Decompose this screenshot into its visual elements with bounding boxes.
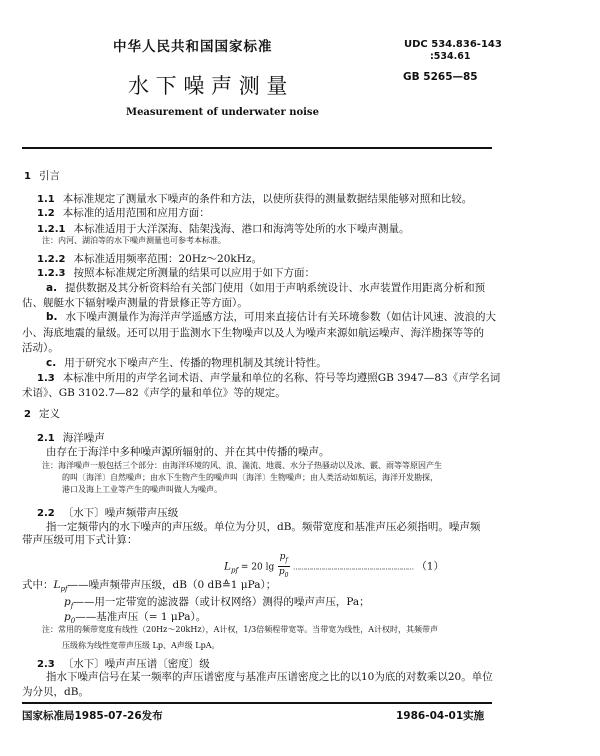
clause-1-1 bbox=[37, 191, 472, 206]
where-definition-1 bbox=[22, 577, 276, 593]
symbol-subscript: f bbox=[70, 602, 74, 611]
clause-text: 按照本标准规定所测量的结果可以应用于如下方面： bbox=[73, 267, 315, 279]
section-number: 1 bbox=[24, 171, 31, 182]
clause-2-1 bbox=[37, 430, 105, 445]
numerator-subscript: f bbox=[285, 556, 288, 564]
clause-2-2-note-cont: 压级称为线性宽带声压级 Lp、A声级 LpA。 bbox=[62, 641, 220, 650]
effective-date: 1986-04-01实施 bbox=[396, 710, 485, 722]
clause-2-2-note: 注：常用的频带宽度有线性（20Hz～20kHz），A计权，1/3倍频程带宽等。当带宽为线性，A计权时，其频带声 bbox=[42, 625, 439, 634]
definition-text: ——用一定带宽的滤波器（或计权网络）测得的噪声声压，Pa； bbox=[73, 596, 370, 608]
formula-symbol: L bbox=[224, 560, 231, 573]
item-a-continued: 估、舰艇水下辐射噪声测量的背景修正等方面）。 bbox=[22, 297, 248, 309]
clause-2-2-text: 指一定频带内的水下噪声的声压级。单位为分贝，dB。频带宽度和基准声压必须指明。噪声频 bbox=[46, 521, 481, 533]
clause-number: 1.2.3 bbox=[37, 268, 66, 279]
clause-text: 本标准规定了测量水下噪声的条件和方法，以使所获得的测量数据结果能够对照和比较。 bbox=[62, 193, 473, 205]
item-label: b. bbox=[46, 311, 58, 323]
item-text: 提供数据及其分析资料给有关部门使用（如用于声呐系统设计、水声装置作用距离分析和预 bbox=[65, 282, 486, 294]
clause-1-2-3 bbox=[37, 265, 315, 280]
clause-text: 本标准适用频率范围：20Hz～20kHz。 bbox=[73, 253, 262, 265]
item-b bbox=[46, 309, 496, 324]
clause-2-1-text: 由存在于海洋中多种噪声源所辐射的、并在其中传播的噪声。 bbox=[46, 446, 330, 458]
clause-number: 1.3 bbox=[37, 373, 55, 384]
where-definition-3 bbox=[64, 609, 206, 625]
clause-1-2-1-note: 注：内河、湖泊等的水下噪声测量也可参考本标准。 bbox=[42, 236, 226, 245]
clause-2-3-text: 指水下噪声信号在某一频率的声压谱密度与基准声压谱密度之比的以10为底的对数乘以20。单位 bbox=[46, 671, 493, 683]
section-title: 引言 bbox=[38, 170, 60, 182]
clause-2-1-note-cont: 的叫〔海洋〕自然噪声；由水下生物产生的噪声叫〔海洋〕生物噪声；由人类活动如航运，海洋开发勘探， bbox=[62, 473, 438, 482]
symbol: p bbox=[64, 611, 71, 623]
clause-number: 2.3 bbox=[37, 659, 55, 670]
clause-number: 2.1 bbox=[37, 433, 55, 444]
item-b-continued: 小、海底地震的量级。还可以用于监测水下生物噪声以及人为噪声来源如航运噪声、海洋勘探等等的 bbox=[22, 327, 484, 339]
footer-divider bbox=[22, 702, 492, 704]
numerator: p bbox=[279, 552, 286, 562]
item-text: 用于研究水下噪声产生、传播的物理机制及其统计特性。 bbox=[64, 357, 327, 369]
issue-date: 国家标准局1985-07-26发布 bbox=[22, 710, 163, 722]
item-c bbox=[46, 355, 327, 370]
clause-number: 1.2 bbox=[37, 208, 55, 219]
document-title-en: Measurement of underwater noise bbox=[126, 107, 319, 118]
denominator-subscript: 0 bbox=[284, 571, 289, 579]
document-title-zh: 水 下 噪 声 测 量 bbox=[128, 74, 288, 98]
clause-text: 本标准的适用范围和应用方面： bbox=[62, 207, 210, 219]
section-2-heading bbox=[24, 406, 60, 421]
clause-1-3-continued: 术语》、GB 3102.7—82《声学的量和单位》等的规定。 bbox=[22, 387, 286, 399]
clause-2-1-note-cont-2: 港口及海上工业等产生的噪声叫做人为噪声。 bbox=[62, 485, 222, 494]
formula-leader-dots: …………………………………………………… bbox=[292, 563, 413, 572]
item-a bbox=[46, 280, 485, 295]
formula-fraction bbox=[278, 552, 290, 581]
clause-1-2-1 bbox=[37, 221, 409, 236]
clause-1-3 bbox=[37, 370, 500, 385]
clause-number: 1.1 bbox=[37, 194, 55, 205]
header-divider bbox=[22, 147, 492, 149]
udc-code: UDC 534.836-143 bbox=[404, 39, 502, 50]
clause-2-2-text-cont: 带声压级可用下式计算： bbox=[22, 534, 138, 546]
clause-2-1-note: 注：海洋噪声一般包括三个部分：由海洋环境的风、浪、湍流、地震、水分子热骚动以及冰、霰、雨等等原因产生 bbox=[42, 461, 442, 470]
symbol: L bbox=[53, 579, 61, 591]
denominator: p bbox=[278, 566, 285, 577]
udc-code-secondary: :534.61 bbox=[430, 51, 471, 62]
section-1-heading bbox=[24, 168, 60, 183]
item-text: 水下噪声测量作为海洋声学遥感方法，可用来直接估计有关环境参数（如估计风速、波浪的大 bbox=[65, 311, 497, 323]
country-standard-label: 中华人民共和国国家标准 bbox=[113, 39, 273, 55]
item-label: c. bbox=[46, 357, 57, 369]
clause-number: 1.2.2 bbox=[37, 254, 66, 265]
where-definition-2 bbox=[64, 594, 370, 610]
clause-text: 本标准中所用的声学名词术语、声学量和单位的名称、符号等均遵照GB 3947—83《声学名词 bbox=[62, 372, 501, 384]
clause-2-2 bbox=[37, 505, 178, 520]
formula-operator: = 20 lg bbox=[238, 562, 275, 573]
symbol-subscript: 0 bbox=[70, 617, 76, 626]
clause-text: 本标准适用于大洋深海、陆架浅海、港口和海湾等处所的水下噪声测量。 bbox=[73, 223, 410, 235]
symbol-subscript: pf bbox=[60, 585, 68, 594]
where-label: 式中： bbox=[22, 579, 54, 591]
clause-1-2 bbox=[37, 205, 210, 220]
item-label: a. bbox=[46, 282, 58, 294]
section-number: 2 bbox=[24, 409, 31, 420]
item-b-continued-2: 活动）。 bbox=[22, 342, 59, 354]
clause-title: 海洋噪声 bbox=[62, 432, 105, 444]
clause-2-3-text-cont: 为分贝，dB。 bbox=[22, 686, 89, 698]
formula-number: （1） bbox=[416, 560, 444, 573]
clause-number: 2.2 bbox=[37, 508, 55, 519]
clause-number: 1.2.1 bbox=[37, 224, 66, 235]
clause-1-2-2 bbox=[37, 251, 262, 266]
definition-text: ——噪声频带声压级，dB（0 dB≙1 μPa）； bbox=[67, 579, 277, 591]
clause-title: 〔水下〕噪声声压谱〔密度〕级 bbox=[62, 658, 210, 670]
clause-title: 〔水下〕噪声频带声压级 bbox=[62, 507, 179, 519]
definition-text: ——基准声压（= 1 μPa）。 bbox=[75, 611, 207, 623]
formula-subscript: pf bbox=[230, 566, 239, 575]
symbol: p bbox=[64, 596, 71, 608]
section-title: 定义 bbox=[38, 408, 60, 420]
gb-code: GB 5265—85 bbox=[403, 71, 478, 83]
